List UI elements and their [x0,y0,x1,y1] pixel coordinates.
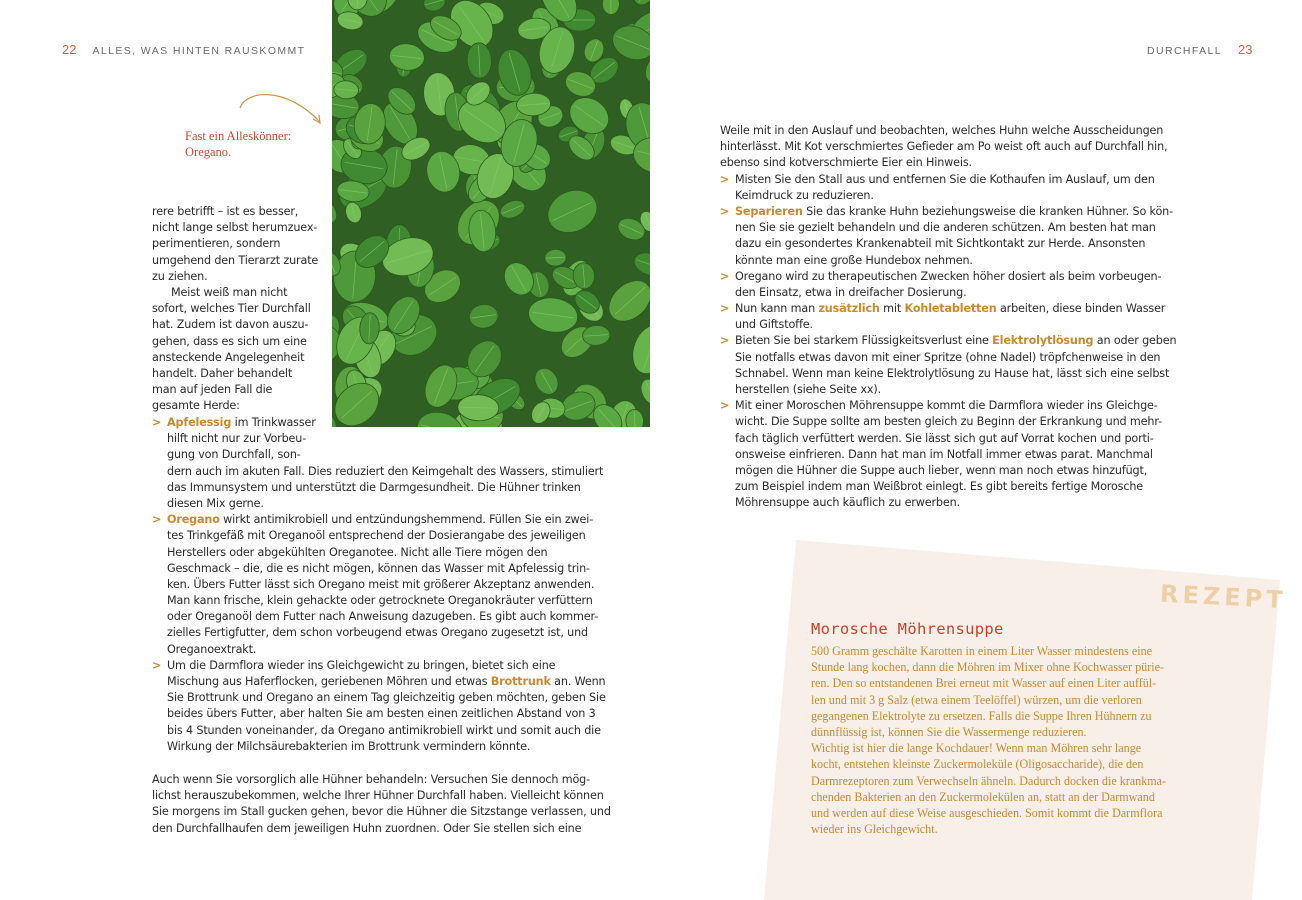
bullet-marker-icon: > [152,416,162,429]
text-line: fach täglich verfüttert werden. Sie lässt sich gut auf Vorrat kochen und porti- [735,431,1154,445]
recipe-line: chenden Bakterien an den Zuckermolekülen an, statt an der Darmwand [811,789,1155,804]
text-fragment: arbeiten, diese binden Wasser [996,302,1166,316]
text-line: zum Beispiel indem man Weißbrot einlegt. Es gibt bereits fertige Morosche [735,480,1144,494]
keyword-oregano: Oregano [167,513,220,527]
text-fragment: mit [879,302,905,316]
keyword-zusaetzlich: zusätzlich [818,302,880,316]
recipe-line: 500 Gramm geschälte Karotten in einem Liter Wasser mindestens eine [811,644,1153,658]
text-line: Sie morgens im Stall gucken gehen, bevor die Hühner die Sitzstange verlassen, und [152,805,611,819]
bullet-apfelessig [152,415,604,512]
left-bullet-list [152,415,606,755]
bullet-oregano [152,512,599,658]
text-line: Man kann frische, klein gehackte oder getrocknete Oreganokräuter verfüttern [167,594,593,608]
recipe-line: len und mit 3 g Salz (etwa einem Teelöffel) würzen, um die verloren [811,692,1142,707]
page-number-left: 22 [62,42,77,57]
bullet-marker-icon: > [720,269,730,283]
text-line: Mit einer Moroschen Möhrensuppe kommt die Darmflora wieder ins Gleichge- [735,399,1158,413]
text-fragment: im Trinkwasser [231,416,316,429]
text-line: oder Oreganoöl dem Futter nach Anweisung dazugeben. Es gibt auch kommer- [167,610,599,624]
section-title: DURCHFALL [1147,45,1223,57]
text-line: onsweise einfrieren. Dann hat man im Notfall immer etwas parat. Manchmal [735,447,1153,461]
text-fragment: Mischung aus Haferflocken, geriebenen Möhren und etwas [167,675,491,688]
text-line: Sie Brottrunk und Oregano an einem Tag gleichzeitig geben möchten, geben Sie [167,691,606,705]
text-line: ebenso sind kotverschmierte Eier ein Hinweis. [720,156,972,170]
bullet-marker-icon: > [152,658,162,672]
caption-arrow-icon [236,86,328,128]
recipe-line: wieder ins Gleichgewicht. [811,822,938,837]
text-line: dern auch im akuten Fall. Dies reduziert den Keimgehalt des Wassers, stimuliert [167,464,604,478]
keyword-elektrolytloesung: Elektrolytlösung [992,334,1094,348]
text-line: dazu ein gesondertes Krankenabteil mit Sichtkontakt zur Herde. Ansonsten [735,237,1146,251]
text-line: zu ziehen. [152,269,208,283]
keyword-brottrunk: Brottrunk [490,675,551,688]
bullet-moehrensuppe [720,398,1160,511]
bullet-elektrolyt [720,333,1177,398]
text-line: Oreganoextrakt. [167,642,257,656]
bullet-marker-icon: > [720,302,730,316]
left-closing-paragraph [152,772,611,837]
bullet-marker-icon: > [720,399,730,413]
text-fragment: Nun kann man [735,302,819,316]
text-line: nen Sie sie gezielt behandeln und die anderen schützen. Am besten hat man [735,221,1156,235]
recipe-line: ren. Den so entstandenen Brei erneut mit Wasser auf einen Liter auffül- [811,676,1157,691]
text-line: tes Trinkgefäß mit Oreganoöl entsprechend der Dosierangabe des jeweiligen [167,529,586,543]
recipe-title: Morosche Möhrensuppe [811,620,1004,638]
text-line: und Giftstoffe. [735,318,813,332]
text-line: Keimdruck zu reduzieren. [735,188,874,202]
text-line: lichst herauszubekommen, welche Ihrer Hühner Durchfall haben. Vielleicht können [152,789,604,803]
text-line: Oregano wird zu therapeutischen Zwecken höher dosiert als beim vorbeugen- [735,269,1162,283]
text-line: perimentieren, sondern [152,237,281,251]
text-line: Schnabel. Wenn man keine Elektrolytlösung zu Hause hat, lässt sich eine selbst [735,366,1170,380]
text-line: Misten Sie den Stall aus und entfernen Sie die Kothaufen im Auslauf, um den [735,172,1155,186]
text-line: Herstellers oder abgekühlten Oreganotee. Nicht alle Tiere mögen den [167,545,548,559]
text-line: das Immunsystem und unterstützt die Darmgesundheit. Die Hühner trinken [167,480,581,494]
text-line: handelt. Daher behandelt [152,366,293,380]
text-line: wicht. Die Suppe sollte am besten gleich zu Beginn der Erkrankung und mehr- [735,415,1162,429]
recipe-line: und werden auf diese Weise ausgeschieden. Somit kommt die Darmflora [811,806,1163,821]
recipe-line: dünnflüssig ist, können Sie die Wassermenge reduzieren. [811,725,1087,740]
text-line: Weile mit in den Auslauf und beobachten, welches Huhn welche Ausscheidungen [720,124,1164,137]
oregano-leaves-illustration [332,0,650,427]
text-line: nicht lange selbst herumzuex- [152,221,318,235]
text-line: Sie notfalls etwas davon mit einer Spritze (ohne Nadel) tröpfchenweise in den [735,350,1161,364]
text-line: Wirkung der Milchsäurebakterien im Brottrunk vermindern könnte. [167,739,531,753]
text-line: hinterlässt. Mit Kot verschmiertes Gefieder am Po weist oft auch auf Durchfall hin, [720,140,1168,154]
oregano-leaves-photo [332,0,650,427]
text-line: diesen Mix gerne. [167,496,264,510]
text-line: hilft nicht nur zur Vorbeu- [167,432,307,446]
text-line: Auch wenn Sie vorsorglich alle Hühner behandeln: Versuchen Sie dennoch mög- [152,773,591,786]
recipe-line: Stunde lang kochen, dann die Möhren im Mixer ohne Kochwasser pürie- [811,660,1164,675]
text-line: den Einsatz, etwa in dreifacher Dosierung. [735,285,967,299]
recipe-box [811,620,1166,837]
text-line: mögen die Hühner die Suppe auch lieber, wenn man noch etwas hinzufügt, [735,463,1148,477]
text-line: den Durchfallhaufen dem jeweiligen Huhn zuordnen. Oder Sie stellen sich eine [152,821,582,835]
text-line: Meist weiß man nicht [171,285,288,299]
keyword-kohletabletten: Kohletabletten [904,302,997,316]
text-line: ken. Übers Futter lässt sich Oregano meist mit größerer Akzeptanz anwenden. [167,577,595,591]
text-fragment: wirkt antimikrobiell und entzündungshemmend. Füllen Sie ein zwei- [219,513,594,527]
running-head-left [62,42,306,57]
text-fragment: Sie das kranke Huhn beziehungsweise die kranken Hühner. So kön- [802,204,1173,218]
text-line: gesamte Herde: [152,399,240,413]
keyword-apfelessig: Apfelessig [167,416,232,429]
recipe-line: gegangenen Elektrolyte zu ersetzen. Falls die Suppe Ihren Hühnern zu [811,708,1152,723]
right-column-text [720,123,1177,512]
bullet-separieren [720,204,1173,269]
text-fragment: an. Wenn [550,675,606,688]
bullet-marker-icon: > [720,204,730,218]
text-line: gehen, dass es sich um eine [152,334,307,348]
text-line: bis 4 Stunden voneinander, da Oregano antimikrobiell wirkt und somit auch die [167,723,601,737]
text-line: hat. Zudem ist davon auszu- [152,318,309,332]
text-line: zielles Fertigfutter, dem schon vorbeugend etwas Oregano zugesetzt ist, und [167,626,588,640]
bullet-darmflora [152,658,606,755]
text-fragment: an oder geben [1093,334,1177,348]
bullet-misten [720,172,1160,204]
recipe-line: Wichtig ist hier die lange Kochdauer! Wenn man Möhren sehr lange [811,741,1142,756]
text-line: Möhrensuppe auch käuflich zu erwerben. [735,496,960,510]
text-line: herstellen (siehe Seite xx). [735,383,882,396]
left-narrow-text [152,204,317,414]
bullet-oregano-dosierung [720,269,1160,301]
text-line: ansteckende Angelegenheit [152,350,305,364]
text-line: Um die Darmflora wieder ins Gleichgewicht zu bringen, bietet sich eine [167,658,556,672]
text-line: umgehend den Tierarzt zurate [152,253,319,267]
text-fragment: Bieten Sie bei starkem Flüssigkeitsverlust eine [735,334,993,348]
bullet-marker-icon: > [152,513,162,527]
text-line: sofort, welches Tier Durchfall [152,302,311,316]
caption-line: Oregano. [185,145,232,159]
photo-caption [185,128,291,160]
keyword-separieren: Separieren [735,204,803,218]
bullet-marker-icon: > [720,334,730,348]
recipe-line: kocht, entstehen kleinste Zuckermoleküle (Oligosaccharide), die den [811,757,1144,772]
text-line: rere betrifft – ist es besser, [152,205,299,218]
text-line: man auf jeden Fall die [152,383,273,397]
text-line: könnte man eine große Hundebox nehmen. [735,253,973,267]
text-line: Geschmack – die, die es nicht mögen, können das Wasser mit Apfelessig trin- [167,561,590,575]
running-head-right [1147,42,1253,57]
recipe-stamp-label: REZEPT [1159,579,1288,615]
recipe-line: Darmrezeptoren zum Verwechseln ähneln. Dadurch docken die krankma- [811,773,1167,788]
text-line: gung von Durchfall, son- [167,448,301,462]
text-line: beides übers Futter, aber halten Sie am besten einen zeitlichen Abstand von 3 [167,707,596,721]
bullet-marker-icon: > [720,172,730,186]
page-number-right: 23 [1238,42,1253,57]
caption-line: Fast ein Alleskönner: [185,129,292,143]
bullet-kohletabletten [720,301,1166,333]
chapter-title: ALLES, WAS HINTEN RAUSKOMMT [92,45,306,57]
